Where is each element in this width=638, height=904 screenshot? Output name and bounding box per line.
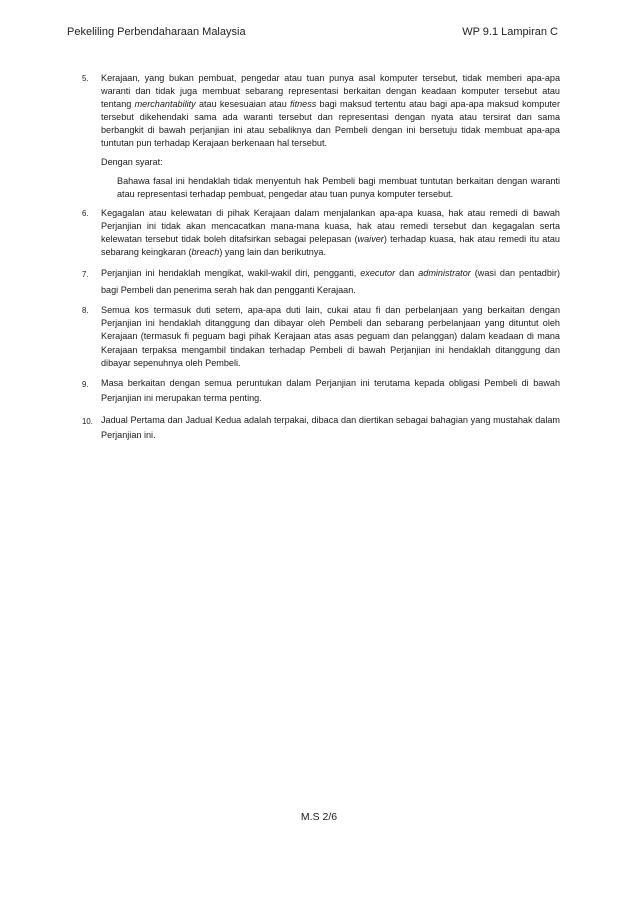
clause-9 [82, 376, 560, 407]
clause-number: 7. [82, 270, 89, 280]
clause-7 [82, 265, 560, 298]
clause-number: 5. [82, 74, 89, 83]
clause-number: 9. [82, 379, 89, 389]
clause-text: Kegagalan atau kelewatan di pihak Kerajaan dalam menjalankan apa-apa kuasa, hak atau remedi di bawah Perjanjian ini tidak akan mencacatkan mana-mana kuasa, hak atau remedi tersebut dan kegagalan serta kelewatan tersebut tidak boleh ditafsirkan sebagai pelepasan (waiver) terhadap kuasa, hak atau remedi itu atau sebarang keingkaran (breach) yang lain dan berikutnya. [101, 207, 560, 258]
clause-5 [82, 72, 560, 201]
page-header [67, 26, 558, 42]
clause-text: Semua kos termasuk duti setem, apa-apa duti lain, cukai atau fi dan perbelanjaan yang berkaitan dengan Perjanjian ini hendaklah ditanggung dan dibayar oleh Pembeli dan sebarang perbelanjaan yang dituntut oleh Kerajaan (termasuk fi peguam bagi pihak Kerajaan atas asas peguam dan pelanggan) dalam keadaan di mana Kerajaan terpaksa mengambil tindakan terhadap Pembeli di bawah Perjanjian ini hendaklah ditanggung dan dibayar sepenuhnya oleh Pembeli. [101, 305, 560, 368]
proviso-label: Dengan syarat: [101, 156, 163, 167]
clause-number: 8. [82, 306, 89, 316]
clause-8 [82, 304, 560, 369]
document-body [82, 72, 560, 449]
clause-6 [82, 207, 560, 259]
clause-number: 6. [82, 208, 89, 218]
clause-text: Masa berkaitan dengan semua peruntukan dalam Perjanjian ini terutama kepada obligasi Pembeli di bawah Perjanjian ini merupakan terma penting. [101, 377, 560, 404]
clause-10 [82, 413, 560, 443]
clause-text: Kerajaan, yang bukan pembuat, pengedar atau tuan punya asal komputer tersebut, tidak memberi apa-apa waranti dan tidak juga membuat sebarang representasi berkaitan dengan keadaan komputer tersebut atau tentang merchantability atau kesesuaian atau fitness bagi maksud tertentu atau bagi apa-apa maksud komputer tersebut dikehendaki sama ada waranti tersebut dan representasi dengan nyata atau tersirat dan sama berbangkit di bawah perjanjian ini atau sebaliknya dan Pembeli dengan ini bersetuju tidak membuat apa-apa tuntutan pun terhadap Kerajaan berkenaan hal tersebut. [101, 73, 560, 149]
clause-text: Perjanjian ini hendaklah mengikat, wakil-wakil diri, pengganti, executor dan administrator (wasi dan pentadbir) bagi Pembeli dan penerima serah hak dan pengganti Kerajaan. [101, 268, 560, 295]
header-title: Pekeliling Perbendaharaan Malaysia [67, 26, 246, 38]
clause-text: Jadual Pertama dan Jadual Kedua adalah terpakai, dibaca dan diertikan sebagai bahagian yang mustahak dalam Perjanjian ini. [101, 414, 560, 440]
proviso-text: Bahawa fasal ini hendaklah tidak menyentuh hak Pembeli bagi membuat tuntutan berkaitan dengan waranti atau representasi terhadap pembuat, pengedar atau tuan punya komputer tersebut. [117, 175, 560, 199]
clause-number: 10. [82, 416, 93, 426]
page-number: M.S 2/6 [300, 811, 338, 823]
header-reference: WP 9.1 Lampiran C [462, 26, 558, 38]
